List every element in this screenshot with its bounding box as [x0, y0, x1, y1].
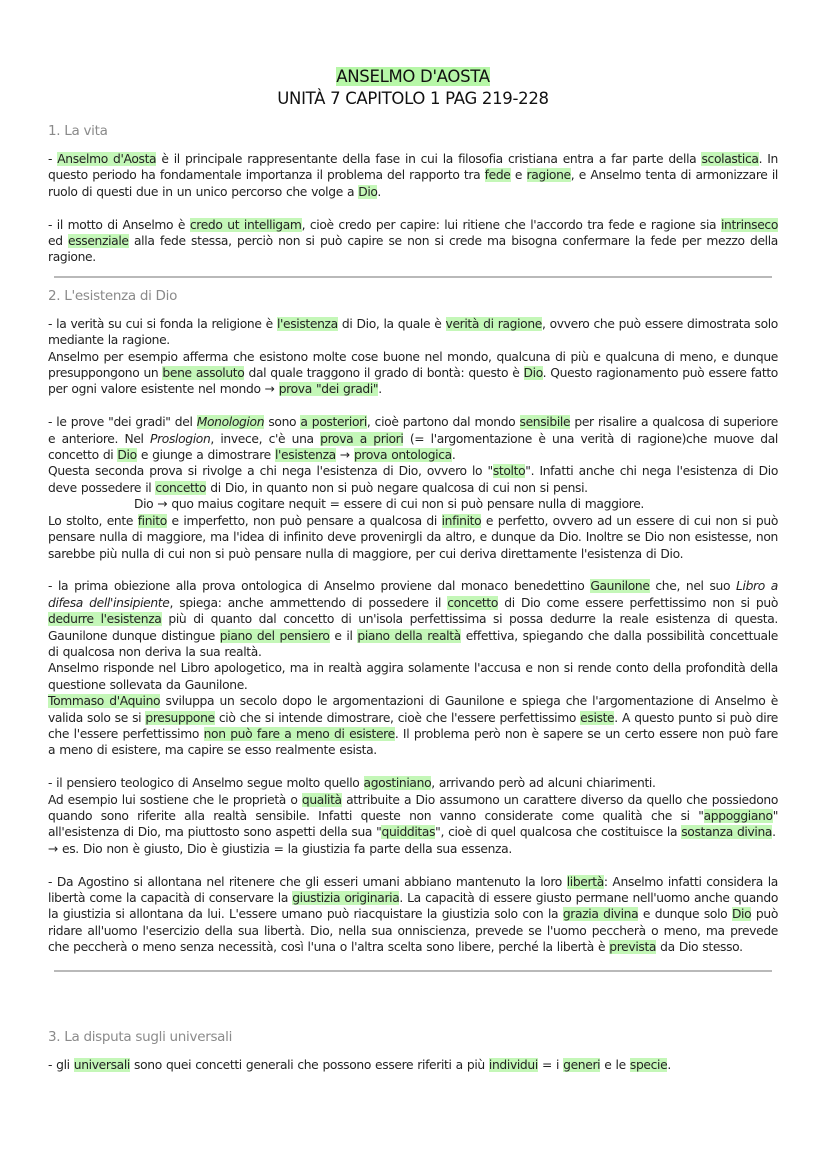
text: Questa seconda prova si rivolge a chi nega l'esistenza di Dio, ovvero lo " — [48, 464, 493, 479]
text: . — [377, 184, 381, 199]
text: . Questo ragionamento può essere fatto per ogni valore esistente nel mondo → — [48, 366, 778, 397]
highlighted-text: prevista — [609, 940, 657, 955]
paragraph — [48, 841, 778, 857]
italic-text: Proslogion — [150, 431, 211, 446]
highlighted-text: l'esistenza — [274, 448, 336, 463]
text: - la verità su cui si fonda la religione è — [48, 316, 277, 331]
text: . — [667, 1057, 671, 1072]
text: e perfetto, ovvero ad un essere di cui non si può pensare nulla di maggiore, ma l'idea di infinito deve provenirgli da altro, e dunque da Dio. Inoltre se Dio non esistesse, non sarebbe più nulla di cui non si può pensare nulla di maggiore, per cui deriva direttamente l'esistenza di Dio. — [48, 513, 779, 561]
paragraph — [48, 775, 778, 791]
text: - le prove "dei gradi" del — [48, 415, 197, 430]
highlighted-text: quidditas — [381, 825, 436, 840]
highlighted-text: Dio — [117, 448, 137, 463]
highlighted-text: concetto — [447, 595, 499, 610]
highlighted-text: libertà — [566, 874, 604, 889]
paragraph — [48, 1057, 778, 1073]
paragraph — [48, 693, 778, 759]
highlighted-text: credo ut intelligam — [189, 217, 302, 232]
text: ", cioè di quel qualcosa che costituisce la — [435, 825, 682, 840]
highlighted-text: Dio — [523, 366, 543, 381]
section-heading: 1. La vita — [48, 123, 108, 139]
text: e — [510, 168, 527, 183]
text: Anselmo risponde nel Libro apologetico, ma in realtà aggira solamente l'accusa e non si rende conto della profondità della questione sollevata da Gaunilone. — [48, 661, 778, 692]
text: attribuite a Dio assumono un carattere diverso da quello che possiedono quando sono riferite alla realtà sensibile. Infatti queste non vanno considerate come qualità che si " — [48, 792, 778, 823]
highlighted-text: prova ontologica — [353, 448, 452, 463]
text: : Anselmo infatti considera la libertà come la capacità di conservare la — [48, 874, 778, 905]
text: . A questo punto si può dire che l'essere perfettissimo — [48, 710, 778, 741]
text: - il motto di Anselmo è — [48, 217, 190, 232]
highlighted-text: fede — [484, 168, 511, 183]
highlighted-text: sostanza divina — [681, 825, 773, 840]
text: , arrivando però ad alcuni chiarimenti. — [431, 776, 656, 791]
paragraph — [48, 792, 778, 841]
text: - la prima obiezione alla prova ontologica di Anselmo proviene dal monaco benedettino — [48, 579, 591, 594]
highlighted-text: generi — [563, 1057, 601, 1072]
text: di Dio, la quale è — [337, 316, 446, 331]
text: - Da Agostino si allontana nel ritenere che gli esseri umani abbiano mantenuto la loro — [48, 874, 567, 889]
text: e le — [600, 1057, 630, 1072]
text: ed — [48, 234, 69, 249]
highlighted-text: Tommaso d'Aquino — [48, 694, 161, 709]
text: , cioè credo per capire: lui ritiene che l'accordo tra fede e ragione sia — [301, 217, 721, 232]
text: Anselmo per esempio afferma che esistono molte cose buone nel mondo, qualcuna di più e qualcuna di meno, e dunque presuppongono un — [48, 349, 778, 381]
highlighted-text: esiste — [580, 710, 615, 725]
text: per risalire a qualcosa di superiore e anteriore. Nel — [48, 415, 779, 446]
text: , e Anselmo tenta di armonizzare il ruolo di questi due in un unico percorso che volge a — [48, 168, 778, 199]
highlighted-text: prova "dei gradi" — [278, 382, 379, 397]
highlighted-text: agostiniano — [363, 776, 432, 791]
highlighted-text: Dio — [358, 184, 378, 199]
highlighted-text: essenziale — [68, 234, 129, 249]
paragraph — [48, 316, 778, 349]
text: → es. Dio non è giusto, Dio è giustizia = la giustizia fa parte della sua essenza. — [48, 841, 512, 856]
highlighted-text: sensibile — [519, 415, 571, 430]
text: - il pensiero teologico di Anselmo segue molto quello — [48, 776, 364, 791]
text: - gli — [48, 1057, 74, 1072]
highlighted-text: piano del pensiero — [219, 628, 330, 643]
highlighted-text: specie — [629, 1057, 668, 1072]
section-divider — [54, 276, 772, 278]
text: sviluppa un secolo dopo le argomentazioni di Gaunilone e spiega che l'argomentazione di Anselmo è valida solo se si — [48, 694, 778, 725]
paragraph — [48, 513, 778, 562]
text: Lo stolto, ente — [48, 513, 138, 528]
document-body — [48, 123, 778, 1073]
text: Dio → quo maius cogitare nequit = essere di cui non si può pensare nulla di maggiore. — [134, 497, 644, 512]
document-subtitle: UNITÀ 7 CAPITOLO 1 PAG 219-228 — [277, 89, 549, 108]
section-divider — [54, 970, 772, 972]
text: può ridare all'uomo l'esercizio della sua libertà. Dio, nella sua onniscienza, prevede se l'uomo peccherà o meno, ma prevede che peccherà o meno senza necessità, così l'una o l'altra scelta sono libere, perché la libertà è — [48, 907, 778, 955]
text: . — [772, 825, 776, 840]
highlighted-text: individui — [488, 1057, 538, 1072]
text: . Il problema però non è sapere se un certo essere non può fare a meno di esistere, ma capire se esso realmente esista. — [48, 726, 778, 758]
text: , invece, c'è una — [210, 431, 321, 446]
paragraph — [48, 496, 778, 512]
text: dal quale traggono il grado di bontà: questo è — [244, 366, 524, 381]
text: . La capacità di essere giusto permane nell'uomo anche quando la giustizia si allontana da lui. L'essere umano può riacquistare la giustizia solo con la — [48, 890, 779, 922]
highlighted-text: non può fare a meno di esistere — [203, 726, 395, 741]
text: , ovvero che può essere dimostrata solo mediante la ragione. — [48, 316, 778, 348]
highlighted-text: Gaunilone — [590, 579, 650, 594]
highlighted-text: Dio — [731, 907, 752, 922]
text: . — [451, 448, 456, 463]
highlighted-text: verità di ragione — [445, 316, 542, 331]
text: effettiva, spiegando che dalla possibilità concettuale di qualcosa non deriva la sua realtà. — [48, 628, 779, 659]
text: sono — [264, 415, 301, 430]
text: sono quei concetti generali che possono essere riferiti a più — [129, 1057, 489, 1072]
highlighted-text: qualità — [301, 792, 342, 807]
text: è il principale rappresentante della fase in cui la filosofia cristiana entra a far parte della — [156, 152, 702, 166]
text: . In questo periodo ha fondamentale importanza il problema del rapporto tra — [48, 152, 778, 183]
text: (= l'argomentazione è una verità di ragione)che muove dal concetto di — [48, 431, 778, 463]
highlighted-text: ragione — [526, 168, 571, 183]
text: e dunque solo — [638, 907, 732, 922]
text: " all'esistenza di Dio, ma piuttosto sono aspetti della sua " — [48, 808, 778, 840]
text: più di quanto dal concetto di un'isola perfettissima si possa dedurre la reale esistenza di questa. Gaunilone dunque distingue — [48, 612, 778, 643]
highlighted-text: infinito — [441, 513, 482, 528]
text: → — [335, 448, 354, 463]
paragraph — [48, 349, 778, 398]
text: che, nel suo — [649, 579, 737, 594]
text: e giunge a dimostrare — [136, 448, 275, 463]
title-highlight: ANSELMO D'AOSTA — [336, 67, 490, 86]
text: . — [378, 382, 382, 397]
highlighted-text: universali — [73, 1057, 130, 1072]
blank-space — [48, 982, 778, 1016]
highlighted-text: concetto — [155, 480, 207, 495]
paragraph — [48, 217, 778, 266]
paragraph — [48, 463, 778, 496]
section-heading: 3. La disputa sugli universali — [48, 1028, 233, 1045]
text: alla fede stessa, perciò non si può capire se non si crede ma bisogna confermare la fede per mezzo della ragione. — [48, 234, 778, 265]
document-title — [48, 66, 778, 88]
text: e il — [329, 628, 358, 643]
highlighted-text: prova a priori — [320, 431, 404, 446]
text: = i — [537, 1057, 564, 1072]
text: ". Infatti anche chi nega l'esistenza di Dio deve possedere il — [48, 464, 778, 495]
highlighted-text: bene assoluto — [162, 366, 245, 381]
highlighted-text: Anselmo d'Aosta — [57, 152, 157, 166]
highlighted-text: l'esistenza — [276, 316, 338, 331]
highlighted-text: Monologion — [196, 415, 265, 430]
text: , cioè partono dal mondo — [366, 415, 520, 430]
paragraph — [48, 151, 778, 200]
highlighted-text: intrinseco — [720, 217, 778, 232]
section-heading: 2. L'esistenza di Dio — [48, 287, 178, 304]
highlighted-text: stolto — [492, 464, 526, 479]
highlighted-text: appoggiano — [703, 808, 773, 823]
text: - — [48, 152, 58, 166]
highlighted-text: a posteriori — [300, 415, 367, 430]
text: da Dio stesso. — [656, 940, 743, 955]
text: Ad esempio lui sostiene che le proprietà o — [48, 792, 302, 807]
text: di Dio, in quanto non si può negare qualcosa di cui non si pensi. — [206, 480, 588, 495]
highlighted-text: presuppone — [145, 710, 215, 725]
highlighted-text: scolastica — [701, 152, 759, 166]
text: e imperfetto, non può pensare a qualcosa di — [166, 513, 442, 528]
highlighted-text: grazia divina — [562, 907, 639, 922]
text: ciò che si intende dimostrare, cioè che l'essere perfettissimo — [214, 710, 581, 725]
highlighted-text: finito — [137, 513, 167, 528]
paragraph — [48, 874, 778, 956]
highlighted-text: dedurre l'esistenza — [48, 612, 162, 627]
paragraph — [48, 578, 778, 660]
text: di Dio come essere perfettissimo non si può — [498, 595, 778, 610]
text: , spiega: anche ammettendo di possedere il — [169, 595, 448, 610]
highlighted-text: giustizia originaria — [292, 890, 400, 905]
highlighted-text: piano della realtà — [357, 628, 461, 643]
paragraph — [48, 660, 778, 693]
paragraph — [48, 414, 778, 463]
italic-text: Libro a difesa dell'insipiente — [48, 579, 778, 610]
